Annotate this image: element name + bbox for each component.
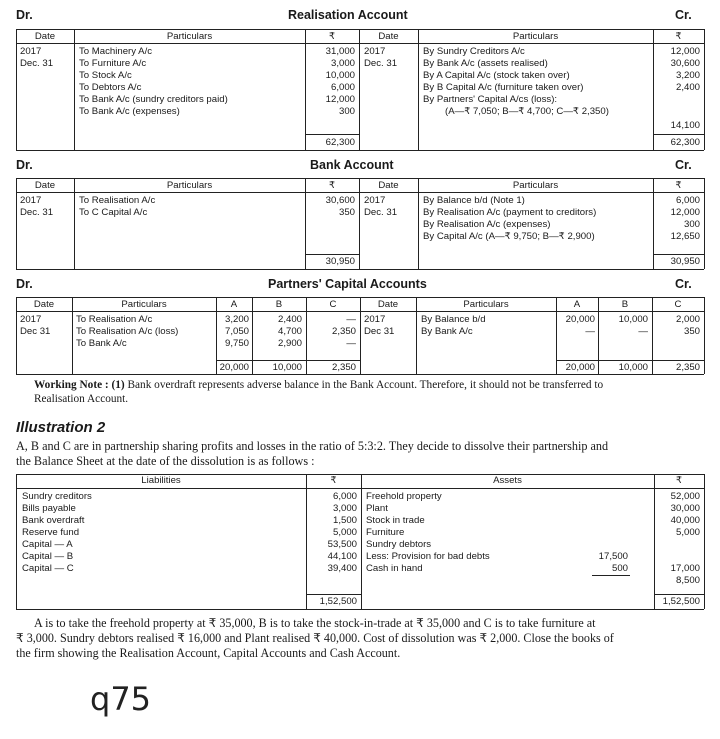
liabilities-amounts: 6,000 3,000 1,500 5,000 53,500 44,100 39,400	[327, 491, 357, 574]
bank-right-amounts: 6,000 12,000 300 12,650	[670, 195, 700, 242]
list-item: Freehold property	[366, 491, 442, 502]
realisation-right-items	[423, 46, 609, 118]
working-note-text-cont: Realisation Account.	[34, 393, 129, 405]
working-note-label: Working Note : (1)	[34, 379, 125, 391]
capital-left-a: 3,200 7,050 9,750	[224, 314, 249, 349]
assets-header: Assets	[493, 475, 522, 486]
list-item: (A—₹ 7,050; B—₹ 4,700; C—₹ 2,350)	[445, 106, 609, 117]
liabilities-amount-header: ₹	[330, 475, 337, 486]
assets-amounts-top: 52,000 30,000 40,000 5,000	[670, 491, 700, 538]
working-note	[34, 378, 603, 406]
liabilities-header: Liabilities	[141, 475, 181, 486]
capital-date-header-right: Date	[377, 299, 399, 310]
illustration-line-2: the Balance Sheet at the date of the dissolution is as follows :	[16, 454, 315, 468]
bank-right-items	[423, 195, 596, 243]
liabilities-total: 1,52,500	[319, 596, 357, 607]
realisation-right-amounts-top: 12,000 30,600 3,200 2,400	[670, 46, 700, 93]
list-item: Sundry debtors	[366, 539, 432, 550]
realisation-left-date: 2017 Dec. 31	[20, 46, 54, 69]
bank-dr-label: Dr.	[16, 158, 33, 172]
realisation-amount-header: ₹	[328, 31, 336, 42]
realisation-left-amounts: 31,000 3,000 10,000 6,000 12,000 300	[325, 46, 355, 117]
capital-c-header: C	[329, 299, 337, 310]
capital-left-b: 2,400 4,700 2,900	[277, 314, 302, 349]
realisation-particulars-header: Particulars	[166, 31, 213, 42]
list-item: Bank overdraft	[22, 515, 85, 526]
list-item: To Machinery A/c	[79, 46, 153, 57]
closing-line-1: A is to take the freehold property at ₹ 35,000, B is to take the stock-in-trade at ₹ 35,000 and C is to take furniture at	[34, 616, 596, 630]
capital-left-items	[76, 314, 178, 350]
capital-left-total-c: 2,350	[331, 362, 356, 373]
closing-line-2: ₹ 3,000. Sundry debtors realised ₹ 16,000 and Plant realised ₹ 40,000. Cost of dissolution was ₹ 2,000. Close the books of	[16, 631, 614, 645]
list-item: To Bank A/c	[76, 338, 127, 349]
capital-left-total-a: 20,000	[219, 362, 249, 373]
list-item: Capital — C	[22, 563, 74, 574]
bank-left-items	[79, 195, 155, 219]
capital-b-header-right: B	[621, 299, 629, 310]
capital-right-total-c: 2,350	[675, 362, 700, 373]
capital-cr-label: Cr.	[675, 277, 692, 291]
capital-right-c: 2,000 350	[675, 314, 700, 337]
assets-amount-header: ₹	[675, 475, 683, 486]
list-item: Reserve fund	[22, 527, 80, 538]
capital-right-date: 2017 Dec 31	[364, 314, 395, 337]
capital-title: Partners' Capital Accounts	[268, 277, 427, 291]
capital-a-header: A	[230, 299, 238, 310]
capital-particulars-header-right: Particulars	[463, 299, 509, 310]
illustration-line-1: A, B and C are in partnership sharing profits and losses in the ratio of 5:3:2. They decide to dissolve their partnership and	[16, 439, 609, 453]
capital-right-items	[421, 314, 486, 338]
capital-particulars-header: Particulars	[121, 299, 167, 310]
list-item: Sundry creditors	[22, 491, 92, 502]
list-item: By Balance b/d	[421, 314, 486, 325]
list-item: Less: Provision for bad debts	[366, 551, 490, 562]
capital-left-c: — 2,350 —	[331, 314, 356, 349]
bank-left-date: 2017 Dec. 31	[20, 195, 54, 218]
capital-b-header: B	[275, 299, 283, 310]
list-item: Stock in trade	[366, 515, 425, 526]
sundry-debtors-amount: 17,500	[598, 551, 628, 562]
bank-title: Bank Account	[310, 158, 394, 172]
capital-left-date: 2017 Dec 31	[20, 314, 51, 337]
provision-bad-debts-amount: 500	[611, 563, 628, 574]
list-item: Cash in hand	[366, 563, 423, 574]
capital-a-header-right: A	[573, 299, 581, 310]
question-number-note: q75	[90, 680, 152, 718]
list-item: By Sundry Creditors A/c	[423, 46, 525, 57]
bank-right-date: 2017 Dec. 31	[364, 195, 398, 218]
list-item: By Capital A/c (A—₹ 9,750; B—₹ 2,900)	[423, 231, 595, 242]
bank-right-total: 30,950	[670, 256, 700, 267]
list-item: Capital — B	[22, 551, 74, 562]
illustration-heading: Illustration 2	[16, 419, 106, 436]
assets-amounts-bottom: 17,000 8,500	[670, 563, 700, 586]
list-item: By B Capital A/c (furniture taken over)	[423, 82, 584, 93]
list-item: By Realisation A/c (expenses)	[423, 219, 551, 230]
realisation-particulars-header-right: Particulars	[512, 31, 559, 42]
list-item: By Bank A/c	[421, 326, 473, 337]
capital-date-header: Date	[33, 299, 55, 310]
capital-right-b: 10,000 —	[618, 314, 648, 337]
assets-total: 1,52,500	[662, 596, 700, 607]
capital-left-total-b: 10,000	[272, 362, 302, 373]
bank-left-total: 30,950	[325, 256, 355, 267]
realisation-left-items	[79, 46, 228, 118]
realisation-date-header-right: Date	[378, 31, 399, 42]
bank-left-amounts: 30,600 350	[325, 195, 355, 218]
realisation-amount-header-right: ₹	[675, 31, 682, 42]
list-item: By Bank A/c (assets realised)	[423, 58, 548, 69]
list-item: To Realisation A/c (loss)	[76, 326, 179, 337]
list-item: To Furniture A/c	[79, 58, 147, 69]
realisation-title: Realisation Account	[288, 8, 408, 22]
bank-amount-header: ₹	[328, 180, 336, 191]
realisation-date-header: Date	[34, 31, 56, 42]
list-item: To Realisation A/c	[76, 314, 153, 325]
realisation-right-date: 2017 Dec. 31	[364, 46, 398, 69]
realisation-loss-amount: 14,100	[670, 120, 700, 131]
list-item: By Balance b/d (Note 1)	[423, 195, 525, 206]
capital-right-a: 20,000 —	[565, 314, 595, 337]
capital-dr-label: Dr.	[16, 277, 33, 291]
list-item: Furniture	[366, 527, 405, 538]
list-item: To Realisation A/c	[79, 195, 156, 206]
list-item: Capital — A	[22, 539, 73, 550]
liabilities-list	[22, 491, 92, 575]
list-item: To Bank A/c (sundry creditors paid)	[79, 94, 228, 105]
bank-amount-header-right: ₹	[675, 180, 682, 191]
list-item: Plant	[366, 503, 388, 514]
capital-c-header-right: C	[674, 299, 682, 310]
realisation-cr-label: Cr.	[675, 8, 692, 22]
capital-right-total-b: 10,000	[618, 362, 648, 373]
closing-paragraph	[16, 616, 614, 661]
realisation-right-total: 62,300	[670, 137, 700, 148]
bank-particulars-header-right: Particulars	[512, 180, 559, 191]
illustration-text	[16, 439, 608, 469]
bank-cr-label: Cr.	[675, 158, 692, 172]
list-item: To C Capital A/c	[79, 207, 148, 218]
bank-particulars-header: Particulars	[166, 180, 213, 191]
list-item: To Bank A/c (expenses)	[79, 106, 180, 117]
list-item: By Partners' Capital A/cs (loss):	[423, 94, 558, 105]
list-item: By Realisation A/c (payment to creditors)	[423, 207, 597, 218]
closing-line-3: the firm showing the Realisation Account, Capital Accounts and Cash Account.	[16, 646, 401, 660]
capital-right-total-a: 20,000	[565, 362, 595, 373]
list-item: Bills payable	[22, 503, 76, 514]
realisation-left-total: 62,300	[325, 137, 355, 148]
list-item: To Stock A/c	[79, 70, 132, 81]
list-item: To Debtors A/c	[79, 82, 142, 93]
bank-date-header: Date	[34, 180, 56, 191]
working-note-text: Bank overdraft represents adverse balance in the Bank Account. Therefore, it should not be transferred to	[124, 379, 604, 391]
realisation-dr-label: Dr.	[16, 8, 33, 22]
list-item: By A Capital A/c (stock taken over)	[423, 70, 570, 81]
bank-date-header-right: Date	[378, 180, 399, 191]
assets-list	[366, 491, 490, 575]
